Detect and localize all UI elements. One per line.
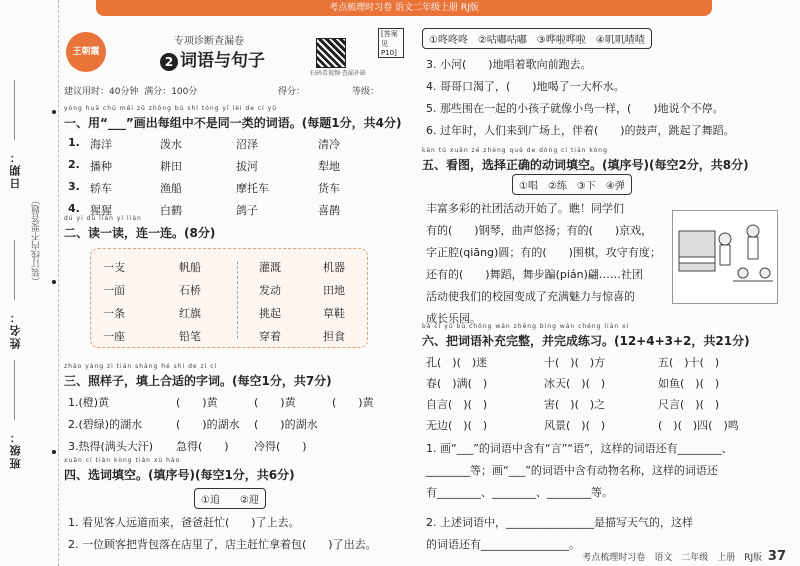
section-6-title: bǎ cí yǔ bǔ chōng wán zhěng bìng wán chéng liàn xí 六、把词语补充完整，并完成练习。(12+4+3+2，共21分) xyxy=(422,323,750,348)
match-word[interactable]: 一条 xyxy=(103,307,125,320)
word-option[interactable]: 清冷 xyxy=(318,138,340,151)
section-6-q2-line-2[interactable]: 的词语还有________________。 xyxy=(426,538,580,551)
story-line[interactable]: 有的( )钢琴，曲声悠扬；有的( )京戏， xyxy=(426,224,653,237)
brand-logo: 王朝霞 xyxy=(66,32,106,72)
match-word[interactable]: 红旗 xyxy=(179,307,201,320)
page-title xyxy=(160,46,265,71)
match-word[interactable]: 石桥 xyxy=(179,284,201,297)
idiom-blank[interactable]: 尺言( )( ) xyxy=(658,398,720,411)
word-option[interactable]: 海洋 xyxy=(90,138,112,151)
idiom-blank[interactable]: 自言( )( ) xyxy=(426,398,488,411)
idiom-blank[interactable]: 十( )( )方 xyxy=(544,356,606,369)
section-6-q1-line-2[interactable]: ________等；画“___”的词语中含有动物名称，这样的词语还 xyxy=(426,464,718,477)
date-label: 日期： xyxy=(9,150,22,189)
row-number: 1. xyxy=(68,136,80,149)
onomatopoeia-options: ①咚咚咚 ②咕嘟咕嘟 ③哗啦哗啦 ④叽叽喳喳 xyxy=(422,28,652,49)
title-number: 2 xyxy=(160,53,178,71)
fill-blank[interactable]: ( )黄 xyxy=(176,396,218,409)
idiom-blank[interactable]: 如鱼( )( ) xyxy=(658,377,720,390)
match-word[interactable]: 挑起 xyxy=(259,307,281,320)
section-2-pinyin: dú yi dú lián yi lián xyxy=(64,215,142,222)
score-label: 得分： xyxy=(278,87,306,97)
section-1-title: yòng huà chū měi zǔ zhōng bù shì tóng yī lèi de cí yǔ 一、用“___”画出每组中不是同一类的词语。(每题1分，共4分) xyxy=(64,105,402,130)
word-option[interactable]: 犁地 xyxy=(318,160,340,173)
section-5-options: ①唱 ②练 ③下 ④弹 xyxy=(512,174,632,195)
section-6-q2-line-1[interactable]: 2. 上述词语中，________________是描写天气的，这样 xyxy=(426,516,693,529)
binding-note: （装订线内不要答题） xyxy=(32,196,42,286)
match-word[interactable]: 灌溉 xyxy=(259,261,281,274)
word-option[interactable]: 货车 xyxy=(318,182,340,195)
fill-line-4[interactable]: 4. 哥哥口渴了，( )地喝了一大杯水。 xyxy=(426,80,625,93)
class-line xyxy=(14,360,15,420)
title-text: 词语与句子 xyxy=(180,51,265,71)
word-option[interactable]: 沼泽 xyxy=(236,138,258,151)
row-number: 4. xyxy=(68,202,80,215)
left-column xyxy=(60,16,410,566)
piano-activity-image xyxy=(672,210,778,304)
section-4-title: xuǎn cí tián kòng tián xù hào 四、选词填空。(填序号)(每空1分，共6分) xyxy=(64,457,295,482)
word-option[interactable]: 播种 xyxy=(90,160,112,173)
name-label: 姓名： xyxy=(9,310,22,349)
footer xyxy=(582,549,786,564)
section-4-options: ①追 ②迎 xyxy=(194,488,266,509)
match-word[interactable]: 发动 xyxy=(259,284,281,297)
binding-hole xyxy=(52,450,56,454)
section-4-line-2[interactable]: 2. 一位顾客把背包落在店里了，店主赶忙拿着包( )了出去。 xyxy=(68,538,377,551)
section-6-pinyin: bǎ cí yǔ bǔ chōng wán zhěng bìng wán chéng liàn xí xyxy=(422,323,630,330)
section-6-q1-line-3[interactable]: 有________、________、________等。 xyxy=(426,486,613,499)
word-option[interactable]: 渔船 xyxy=(160,182,182,195)
story-line[interactable]: 还有的( )舞蹈，舞步蹁(pián)翩……社团 xyxy=(426,268,643,281)
answer-reference: [答案见P10] xyxy=(378,28,404,58)
idiom-blank[interactable]: 害( )( )之 xyxy=(544,398,606,411)
match-word[interactable]: 草鞋 xyxy=(323,307,345,320)
word-option[interactable]: 猩猩 xyxy=(90,204,112,217)
idiom-blank[interactable]: 无边( )( ) xyxy=(426,419,488,432)
section-5-title: kàn tú xuǎn zé zhèng què de dòng cí tián kòng 五、看图，选择正确的动词填空。(填序号)(每空2分，共8分) xyxy=(422,147,749,172)
word-option[interactable]: 鸽子 xyxy=(236,204,258,217)
idiom-blank[interactable]: ( )( )四( )鸣 xyxy=(658,419,739,432)
right-column xyxy=(420,16,792,566)
section-6-q1-line-1[interactable]: 1. 画“___”的词语中含有“言”“语”，这样的词语还有________、 xyxy=(426,442,733,455)
qr-caption: 扫码看视频·查漏补缺 xyxy=(310,70,366,77)
section-3-pinyin: zhào yàng zi tián shàng hé shì de zì cí xyxy=(64,363,218,370)
full-score-text: 满分：100分 xyxy=(144,87,198,97)
meta-row xyxy=(64,84,404,97)
story-line[interactable]: 丰富多彩的社团活动开始了。瞧！同学们 xyxy=(426,202,624,215)
story-line[interactable]: 活动使我们的校园变成了充满魅力与惊喜的 xyxy=(426,290,635,303)
divider xyxy=(237,261,239,339)
story-line[interactable]: 字正腔(qiāng)圆；有的( )围棋，攻守有度； xyxy=(426,246,661,259)
word-option[interactable]: 白鹤 xyxy=(160,204,182,217)
example-phrase: 3.热得(满头大汗) xyxy=(68,440,154,453)
section-3-title: zhào yàng zi tián shàng hé shì de zì cí 三、照样子，填上合适的字词。(每空1分，共7分) xyxy=(64,363,332,388)
qr-code-icon[interactable] xyxy=(316,38,346,68)
match-word[interactable]: 穿着 xyxy=(259,330,281,343)
match-word[interactable]: 铅笔 xyxy=(179,330,201,343)
section-1-pinyin: yòng huà chū měi zǔ zhōng bù shì tóng yī lèi de cí yǔ xyxy=(64,105,278,112)
top-banner: 考点梳理时习卷 语文二年级上册 RJ版 xyxy=(96,0,712,16)
header xyxy=(64,24,404,82)
idiom-blank[interactable]: 风景( )( ) xyxy=(544,419,606,432)
word-option[interactable]: 喜鹊 xyxy=(318,204,340,217)
match-word[interactable]: 一支 xyxy=(103,261,125,274)
binding-margin xyxy=(0,0,59,566)
fill-blank[interactable]: 冷得( ) xyxy=(254,440,307,453)
match-word[interactable]: 机器 xyxy=(323,261,345,274)
word-option[interactable]: 摩托车 xyxy=(236,182,269,195)
word-option[interactable]: 耕田 xyxy=(160,160,182,173)
word-option[interactable]: 拔河 xyxy=(236,160,258,173)
match-word[interactable]: 田地 xyxy=(323,284,345,297)
story-line[interactable]: 成长乐园。 xyxy=(426,312,481,325)
section-5-pinyin: kàn tú xuǎn zé zhèng què de dòng cí tián kòng xyxy=(422,147,608,154)
footer-text: 考点梳理时习卷 语文 二年级 上册 RJ版 xyxy=(582,553,763,563)
time-text: 建议用时：40分钟 xyxy=(64,87,139,97)
match-word[interactable]: 一面 xyxy=(103,284,125,297)
fill-blank[interactable]: ( )黄 xyxy=(254,396,296,409)
name-line xyxy=(14,240,15,300)
matching-box xyxy=(90,248,368,348)
idiom-blank[interactable]: 孔( )( )迷 xyxy=(426,356,488,369)
section-4-line-1[interactable]: 1. 看见客人远道而来，爸爸赶忙( )了上去。 xyxy=(68,516,300,529)
row-number: 2. xyxy=(68,158,80,171)
page-number: 37 xyxy=(767,549,786,564)
binding-hole xyxy=(52,280,56,284)
match-word[interactable]: 一座 xyxy=(103,330,125,343)
example-phrase: 1.(橙)黄 xyxy=(68,396,110,409)
match-word[interactable]: 帆船 xyxy=(179,261,201,274)
binding-hole xyxy=(52,110,56,114)
match-word[interactable]: 担食 xyxy=(323,330,345,343)
fill-blank[interactable]: ( )黄 xyxy=(332,396,374,409)
fill-line-6[interactable]: 6. 过年时，人们来到广场上，伴着( )的鼓声，跳起了舞蹈。 xyxy=(426,124,735,137)
date-line xyxy=(14,80,15,140)
fill-line-5[interactable]: 5. 那些围在一起的小孩子就像小鸟一样，( )地说个不停。 xyxy=(426,102,724,115)
idiom-blank[interactable]: 五( )十( ) xyxy=(658,356,720,369)
grade-label: 等级： xyxy=(352,87,380,97)
section-2-title: dú yi dú lián yi lián 二、读一读，连一连。(8分) xyxy=(64,215,216,240)
word-option[interactable]: 轿车 xyxy=(90,182,112,195)
class-label: 班级： xyxy=(9,430,22,469)
section-4-pinyin: xuǎn cí tián kòng tián xù hào xyxy=(64,457,181,464)
fill-blank[interactable]: 急得( ) xyxy=(176,440,229,453)
fill-line-3[interactable]: 3. 小河( )地唱着歌向前跑去。 xyxy=(426,58,592,71)
idiom-blank[interactable]: 冰天( )( ) xyxy=(544,377,606,390)
idiom-blank[interactable]: 春( )满( ) xyxy=(426,377,488,390)
spec-title: 专项诊断查漏卷 xyxy=(174,36,244,47)
example-phrase: 2.(碧绿)的湖水 xyxy=(68,418,143,431)
fill-blank[interactable]: ( )的湖水 xyxy=(176,418,240,431)
fill-blank[interactable]: ( )的湖水 xyxy=(254,418,318,431)
word-option[interactable]: 泼水 xyxy=(160,138,182,151)
row-number: 3. xyxy=(68,180,80,193)
